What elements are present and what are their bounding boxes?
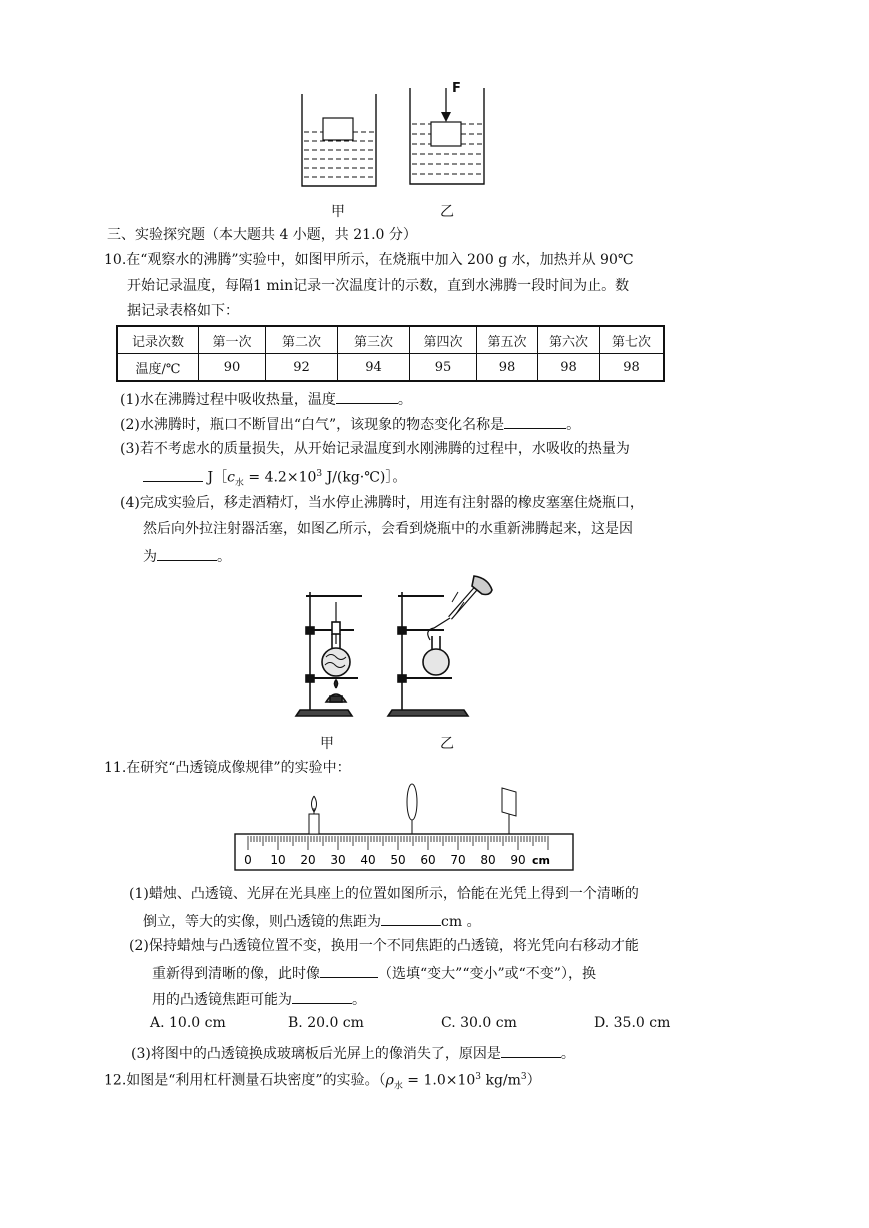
q10-part4-end: 。 [217,549,231,565]
option-a[interactable]: A. 10.0 cm [150,1015,226,1031]
light-screen [502,788,516,834]
q11-part1-line1: (1)蜡烛、凸透镜、光屏在光具座上的位置如图所示，恰能在光凭上得到一个清晰的 [129,886,639,902]
q10-part4-line2: 然后向外拉注射器活塞，如图乙所示，会看到烧瓶中的水重新沸腾起来，这是因 [143,521,633,537]
answer-blank[interactable] [336,389,398,404]
apparatus-caption-right: 乙 [440,736,454,752]
table-cell: 记录次数 [117,326,199,354]
q11-part1-unit: cm 。 [441,914,481,930]
q11-part2-end: 。 [352,992,366,1008]
q11-part2-line1: (2)保持蜡烛与凸透镜位置不变，换用一个不同焦距的凸透镜，将光凭向右移动才能 [129,938,639,954]
density-symbol: ρ [385,1072,394,1089]
q10-part1-text: (1)水在沸腾过程中吸收热量，温度 [120,392,336,408]
q11-part1-text: 倒立，等大的实像，则凸透镜的焦距为 [143,914,381,930]
ruler-label: 20 [300,853,316,867]
table-cell: 第一次 [199,326,266,354]
stand-left [296,592,362,716]
q10-intro-line1: 10.在“观察水的沸腾”实验中，如图甲所示，在烧瓶中加入 200 g 水，加热并从 90℃ [104,252,634,268]
force-label: F [452,81,461,96]
q10-part4-line3 [143,546,231,566]
density-exponent: 3 [475,1072,482,1082]
q10-intro-line2: 开始记录温度，每隔1 min记录一次温度计的示数，直到水沸腾一段时间为止。数 [127,278,630,294]
q10-part3-unit: J［ [207,469,228,486]
table-cell: 90 [199,354,266,382]
option-c[interactable]: C. 30.0 cm [441,1015,517,1031]
option-b[interactable]: B. 20.0 cm [288,1015,364,1031]
ruler-label: 70 [450,853,466,867]
ruler-label: 80 [480,853,496,867]
candle [309,796,319,834]
q11-part3-end: 。 [560,1046,575,1062]
table-cell: 第三次 [338,326,410,354]
table-cell: 第四次 [410,326,477,354]
q10-part3-line1: (3)若不考虑水的质量损失，从开始记录温度到水刚沸腾的过程中，水吸收的热量为 [120,441,630,457]
q10-part2 [120,414,580,434]
figure-caption-left: 甲 [331,204,345,220]
table-cell: 98 [538,354,600,382]
answer-blank[interactable] [320,963,378,978]
optical-bench-figure [234,780,576,875]
density-subscript: 水 [393,1081,403,1092]
answer-blank[interactable] [504,414,566,429]
answer-blank[interactable] [381,911,441,926]
density-unit-exponent: 3 [520,1072,527,1082]
answer-blank[interactable] [501,1043,561,1058]
boiling-apparatus-figure [292,572,502,720]
q10-part1 [120,389,412,409]
table-header-row [117,326,664,354]
ruler-label: 30 [330,853,346,867]
ruler-label: 90 [510,853,526,867]
specific-heat-exponent: 3 [316,469,323,479]
density-value: = 1.0×10 [402,1072,476,1089]
table-cell: 98 [600,354,665,382]
stand-right [388,576,492,716]
ruler-label: 60 [420,853,436,867]
beaker-left [302,94,376,186]
table-cell: 第五次 [477,326,538,354]
table-row [117,354,664,382]
section-heading: 三、实验探究题（本大题共 4 小题，共 21.0 分） [107,227,417,243]
q10-part4-line1: (4)完成实验后，移走酒精灯，当水停止沸腾时，用连有注射器的橡皮塞塞住烧瓶口， [120,495,644,511]
convex-lens [407,784,417,834]
q11-part3 [131,1043,575,1063]
specific-heat-value: = 4.2×10 [243,469,317,486]
q10-part2-text: (2)水沸腾时，瓶口不断冒出“白气”，该现象的物态变化名称是 [120,417,505,433]
q10-part1-end: 。 [397,392,412,408]
table-cell: 92 [266,354,338,382]
ruler-label: 10 [270,853,286,867]
q10-intro-line3: 据记录表格如下： [127,303,239,319]
table-cell: 95 [410,354,477,382]
q10-part3-line2 [143,465,406,492]
table-cell: 第六次 [538,326,600,354]
ruler-label: 50 [390,853,406,867]
table-cell: 温度/℃ [117,354,199,382]
temperature-record-table [116,325,665,382]
q11-part3-text: (3)将图中的凸透镜换成玻璃板后光屏上的像消失了，原因是 [131,1046,501,1062]
ruler-label: 0 [244,853,252,867]
specific-heat-unit: J/(kg·℃)］。 [322,469,407,486]
q11-part2-text-c: 用的凸透镜焦距可能为 [152,992,292,1008]
specific-heat-subscript: 水 [234,478,244,489]
answer-blank[interactable] [157,546,217,561]
q12-intro [104,1068,541,1095]
beaker-right [410,88,484,184]
answer-blank[interactable] [292,989,352,1004]
table-cell: 第二次 [266,326,338,354]
q11-part2-text-b: （选填“变大”“变小”或“不变”），换 [378,966,596,982]
option-d[interactable]: D. 35.0 cm [594,1015,671,1031]
q12-text: 12.如图是“利用杠杆测量石块密度”的实验。（ [104,1072,386,1089]
q10-part4-text: 为 [143,549,157,565]
apparatus-caption-left: 甲 [320,736,334,752]
q11-part2-line3 [152,989,366,1009]
table-cell: 94 [338,354,410,382]
q11-part2-line2 [152,963,596,983]
figure-caption-right: 乙 [440,204,454,220]
q10-part2-end: 。 [566,417,581,433]
q12-end: ） [526,1072,541,1089]
q11-part1-line2 [143,911,481,931]
specific-heat-symbol: c [227,469,235,486]
table-cell: 第七次 [600,326,665,354]
ruler-unit-label: cm [532,854,550,867]
answer-blank[interactable] [143,467,203,482]
q11-part2-text: 重新得到清晰的像，此时像 [152,966,320,982]
q11-intro: 11.在研究“凸透镜成像规律”的实验中： [104,760,351,776]
table-cell: 98 [477,354,538,382]
ruler-label: 40 [360,853,376,867]
density-unit: kg/m [481,1072,521,1089]
